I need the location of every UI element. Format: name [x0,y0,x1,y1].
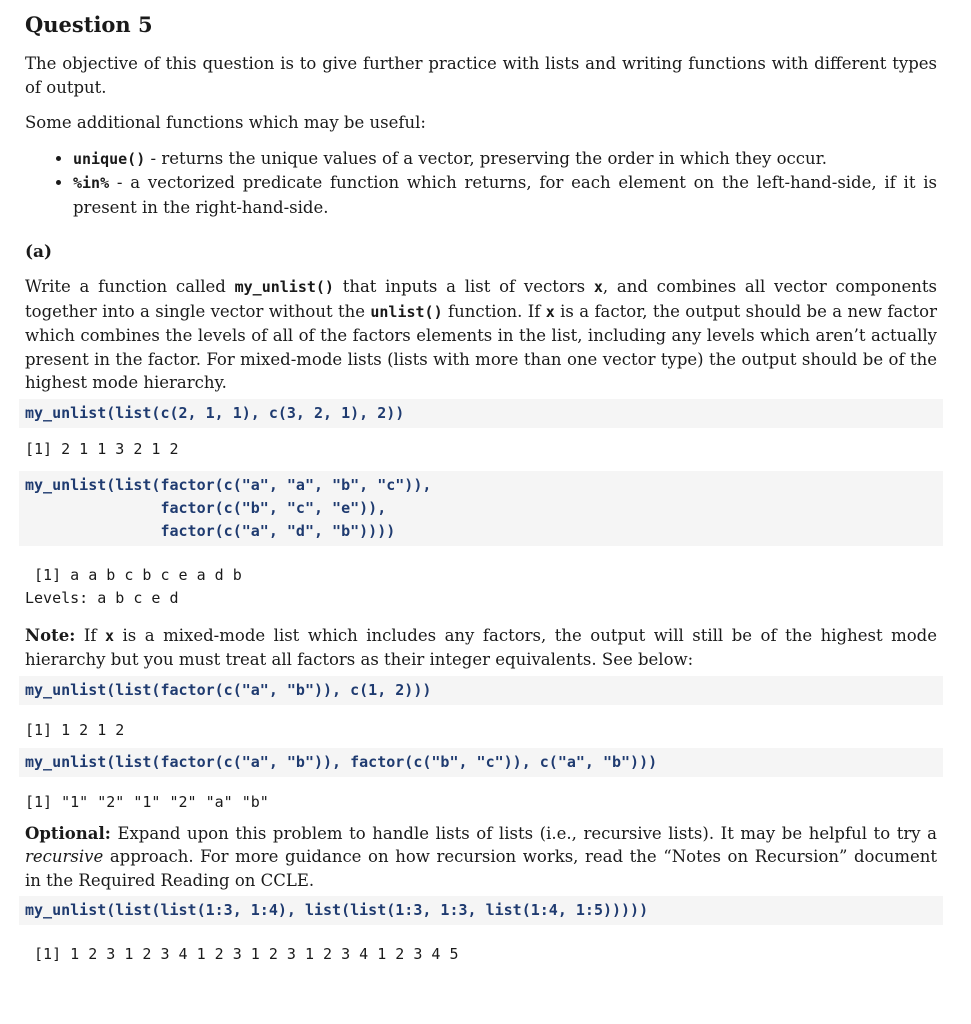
note-paragraph: Note: If x is a mixed-mode list which includes any factors, the output will still be of the highest mode hierarchy but you must treat all factors as their integer equivalents. See below: [25,625,937,669]
code-line: my_unlist(list(list(1:3, 1:4), list(list(1:3, 1:3, list(1:4, 1:5))))) [25,901,649,919]
part-a-heading: (a) [25,242,53,262]
output-3: [1] 1 2 1 2 [25,720,125,739]
code-line: factor(c("a", "d", "b")))) [25,521,396,540]
output-1: [1] 2 1 1 3 2 1 2 [25,439,179,458]
list-item: • unique() - returns the unique values of a vector, preserving the order in which they occur. [73,147,937,172]
question-title: Question 5 [25,12,153,37]
output-4: [1] "1" "2" "1" "2" "a" "b" [25,792,269,811]
inline-code: unique() [73,149,146,168]
useful-functions-list [25,147,937,220]
intro-paragraph: The objective of this question is to give further practice with lists and writing functions with different types of output. [25,54,937,97]
code-block-3 [19,676,943,705]
code-line: factor(c("b", "c", "e")), [25,498,387,517]
additional-functions-intro: Some additional functions which may be useful: [25,113,426,132]
code-line: my_unlist(list(factor(c("a", "a", "b", "c")), [25,475,432,494]
code-block-5 [19,896,943,925]
output-2: [1] a a b c b c e a d b Levels: a b c e d [25,565,242,607]
code-line: my_unlist(list(factor(c("a", "b")), c(1, 2))) [25,680,432,699]
document-page [25,12,937,976]
code-line: my_unlist(list(c(2, 1, 1), c(3, 2, 1), 2)) [25,403,405,422]
code-block-1 [19,399,943,428]
part-a-description: Write a function called my_unlist() that inputs a list of vectors x, and combines all vector components together into a single vector without the unlist() function. If x is a factor, the output should be a new factor which combines the levels of all of the factors elements in the list, including any levels which aren’t actually present in the factor. For mixed-mode lists (lists with more than one vector type) the output should be of the highest mode hierarchy. [25,277,937,392]
code-block-4 [19,748,943,777]
optional-paragraph: Optional: Expand upon this problem to handle lists of lists (i.e., recursive lists). It may be helpful to try a recursive approach. For more guidance on how recursion works, read the “Notes on Recursion” document in the Required Reading on CCLE. [25,823,937,890]
output-5: [1] 1 2 3 1 2 3 4 1 2 3 1 2 3 1 2 3 4 1 2 3 4 5 [25,945,459,963]
code-block-2 [19,471,943,546]
code-line: my_unlist(list(factor(c("a", "b")), factor(c("b", "c")), c("a", "b"))) [25,752,658,771]
list-item: • %in% - a vectorized predicate function which returns, for each element on the left-hand-side, if it is present in the right-hand-side. [73,171,937,219]
inline-code: %in% [73,174,110,192]
